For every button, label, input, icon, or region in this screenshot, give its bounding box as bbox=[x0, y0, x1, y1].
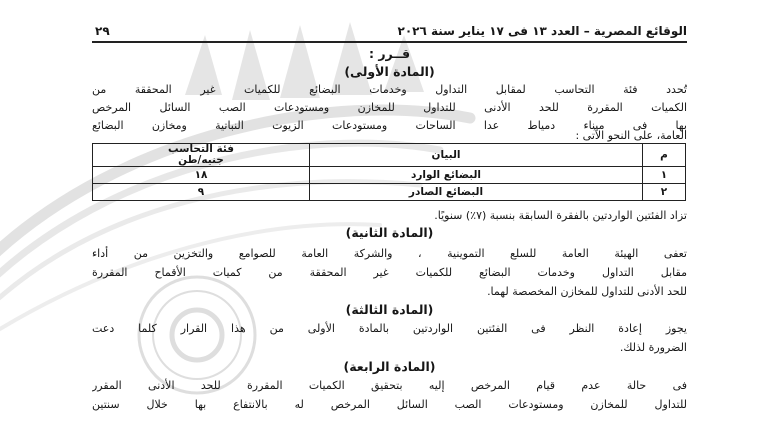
row-number: ٢ bbox=[643, 184, 686, 201]
column-header-rate-line2: جنيه/طن bbox=[178, 154, 224, 166]
running-header bbox=[95, 24, 687, 40]
column-header-rate-line1: فئة التحاسب bbox=[168, 143, 234, 155]
page-number: ٢٩ bbox=[95, 24, 110, 38]
article2-line: للحد الأدنى للتداول للمخازن المخصصة لهما. bbox=[487, 285, 687, 298]
article1-line: بها فى ميناء دمياط عدا الساحات ومستودعات الزيوت النباتية ومخازن البضائع bbox=[92, 119, 687, 132]
article2-line: مقابل التداول وخدمات البضائع للكميات غير المحققة من كميات الأقماح المقررة bbox=[92, 266, 687, 279]
article3-line: يجوز إعادة النظر فى الفئتين الواردتين بالمادة الأولى من هذا القرار كلما دعت bbox=[92, 322, 687, 335]
article1-line: تُحدد فئة التحاسب لمقابل التداول وخدمات البضائع للكميات غير المحققة من bbox=[92, 83, 687, 96]
column-header-item bbox=[310, 144, 643, 167]
rates-table bbox=[92, 143, 686, 201]
row-rate: ١٨ bbox=[93, 167, 310, 184]
article2-title: (المادة الثانية) bbox=[345, 225, 434, 240]
article1-title: (المادة الأولى) bbox=[344, 64, 435, 79]
column-header-number: م bbox=[643, 144, 686, 167]
article4-title: (المادة الرابعة) bbox=[343, 359, 436, 374]
article3-line: الضرورة لذلك. bbox=[619, 341, 687, 354]
column-header-item-label: البيان bbox=[431, 148, 461, 161]
article4-line: فى حالة عدم قيام المرخص إليه بتحقيق الكميات المقررة للحد الأدنى المقرر bbox=[92, 379, 687, 392]
row-rate: ٩ bbox=[93, 184, 310, 201]
decree-heading: قــرر : bbox=[368, 46, 411, 61]
column-header-rate bbox=[93, 144, 310, 167]
article3-title: (المادة الثالثة) bbox=[345, 302, 434, 317]
gazette-issue-line: الوقائع المصرية – العدد ١٣ فى ١٧ يناير سنة ٢٠٢٦ bbox=[397, 24, 687, 38]
article4-line: للتداول للمخازن ومستودعات الصب السائل المرخص له بالانتفاع بها خلال سنتين bbox=[92, 398, 687, 411]
increase-note: تزاد الفئتين الواردتين بالفقرة السابقة بنسبة (٧٪) سنويًا. bbox=[434, 209, 687, 222]
header-rule bbox=[92, 41, 687, 43]
table-row bbox=[93, 184, 686, 201]
row-item-label: البضائع الوارد bbox=[410, 168, 482, 181]
table-row bbox=[93, 167, 686, 184]
article2-line: تعفى الهيئة العامة للسلع التموينية ، والشركة العامة للصوامع والتخزين من أداء bbox=[92, 247, 687, 260]
row-item-label: البضائع الصادر bbox=[408, 185, 484, 198]
row-item bbox=[310, 167, 643, 184]
row-number: ١ bbox=[643, 167, 686, 184]
table-header-row bbox=[93, 144, 686, 167]
row-item bbox=[310, 184, 643, 201]
article1-line: العامة، على النحو الآتى : bbox=[575, 129, 687, 142]
article1-line: الكميات المقررة للحد الأدنى للتداول للمخازن ومستودعات الصب السائل المرخص bbox=[92, 101, 687, 114]
